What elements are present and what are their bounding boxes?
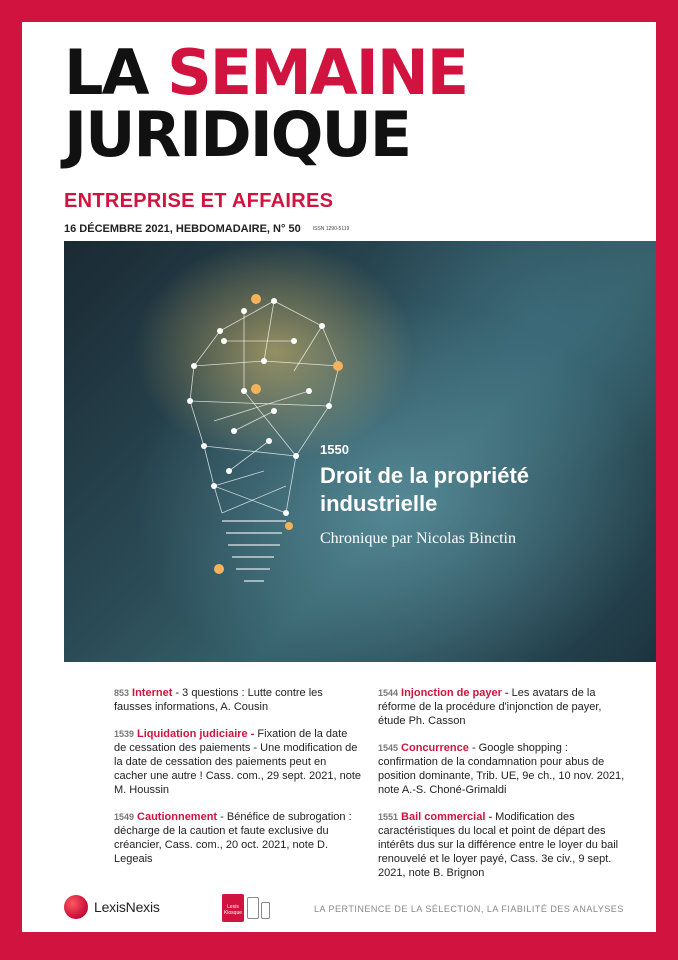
toc-text: Modification des caractéristiques du local et point de départ des intérêts dus sur la différence entre le loyer du bail renouvelé et le loyer payé, Cass. 3e civ., 9 sept. 2021, note B. Brignon: [378, 811, 619, 879]
toc-entry: [378, 810, 630, 880]
masthead-title: [64, 36, 468, 171]
toc-entry: [114, 686, 362, 714]
magazine-cover: [22, 22, 656, 932]
toc-entry: [114, 810, 362, 866]
cover-article-number: 1550: [320, 442, 349, 457]
toc-text: - Google shopping : confirmation de la condamnation pour abus de position dominante, Trib. UE, 9e ch., 10 nov. 2021, note A.-S. Choné-Grimaldi: [378, 742, 625, 796]
phone-icon: [261, 902, 270, 919]
toc-num: 853: [114, 688, 130, 698]
cover-byline: Chronique par Nicolas Binctin: [320, 530, 516, 547]
title-juridique: JURIDIQUE: [64, 98, 411, 171]
toc-heading: Bail commercial -: [401, 811, 493, 823]
edition-subtitle: ENTREPRISE ET AFFAIRES: [64, 190, 334, 212]
cover-image: [64, 241, 656, 662]
tablet-icon: [247, 897, 259, 919]
cover-title: Droit de la propriété industrielle: [320, 463, 530, 516]
toc-num: 1539: [114, 729, 135, 739]
lexisnexis-logo-icon: [64, 895, 88, 919]
lexis-kiosque-icon: [222, 894, 244, 922]
toc-entry: [114, 727, 362, 797]
toc-text: Les avatars de la réforme de la procédure d'injonction de payer, étude Ph. Casson: [378, 687, 602, 727]
toc-heading: Internet: [132, 687, 173, 699]
issue-line: [64, 223, 349, 235]
lightbulb-illustration: [64, 241, 656, 662]
toc-entry: [378, 686, 630, 728]
toc-num: 1551: [378, 812, 399, 822]
toc-heading: Concurrence: [401, 742, 469, 754]
toc-text: - 3 questions : Lutte contre les fausses informations, A. Cousin: [114, 687, 323, 713]
toc-num: 1545: [378, 743, 399, 753]
toc-left-column: [114, 686, 362, 879]
kiosque-label: Lexis Kiosque: [223, 904, 243, 916]
issn: ISSN 1290-5119: [312, 226, 350, 233]
footer: [64, 890, 656, 930]
toc-right-column: [378, 686, 630, 893]
title-semaine: SEMAINE: [167, 36, 468, 109]
issue-date: 16 DÉCEMBRE 2021, HEBDOMADAIRE, N° 50: [64, 223, 301, 235]
title-la: LA: [64, 36, 148, 109]
tagline: LA PERTINENCE DE LA SÉLECTION, LA FIABILITÉ DES ANALYSES: [314, 904, 624, 914]
toc-text: - Bénéfice de subrogation : décharge de la caution et faute exclusive du créancier, Cass. com., 20 oct. 2021, note D. Legeais: [114, 811, 352, 865]
brand-name: LexisNexis: [94, 899, 160, 915]
toc-heading: Cautionnement: [137, 811, 218, 823]
toc-text: Fixation de la date de cessation des paiements - Une modification de la date de cessation des paiements peut en cacher une autre ! Cass. com., 29 sept. 2021, note M. Houssin: [114, 728, 362, 796]
toc-heading: Injonction de payer -: [401, 687, 509, 699]
toc-num: 1544: [378, 688, 399, 698]
lightbulb-network-icon: [190, 301, 339, 513]
toc-num: 1549: [114, 812, 135, 822]
toc-entry: [378, 741, 630, 797]
toc-heading: Liquidation judiciaire -: [137, 728, 255, 740]
